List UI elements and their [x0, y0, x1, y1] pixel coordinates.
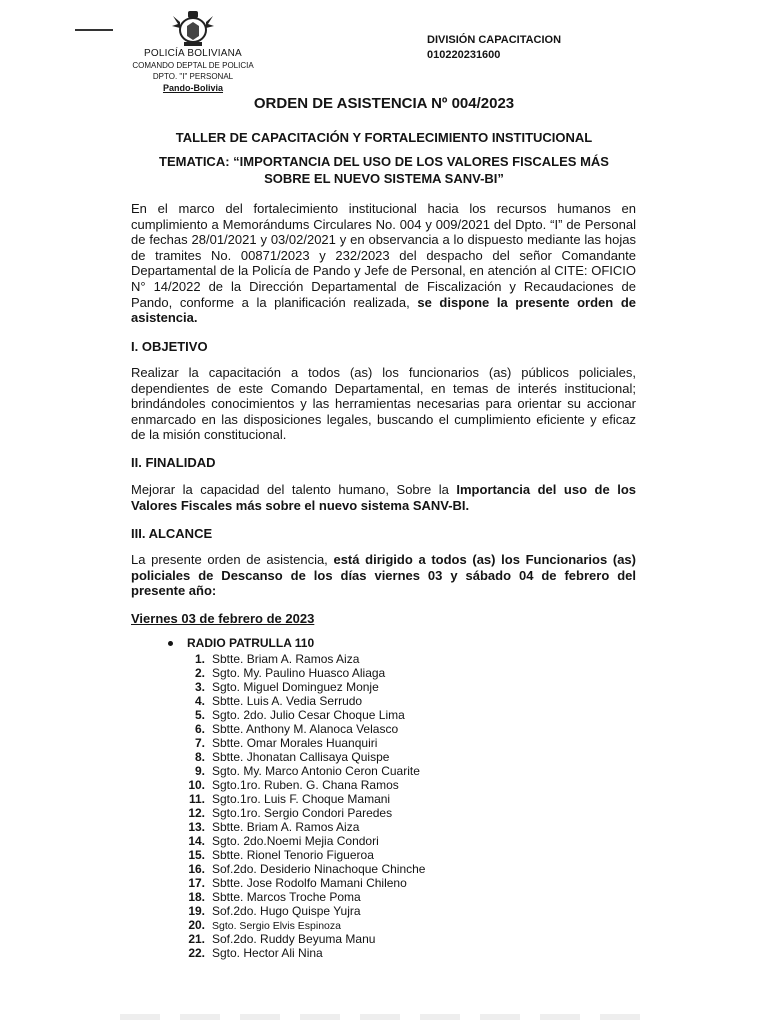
list-item [178, 820, 425, 834]
list-item-name: Sgto. Sergio Elvis Espinoza [212, 920, 341, 932]
list-item-name: Sbtte. Omar Morales Huanquiri [212, 736, 378, 750]
list-item [178, 792, 425, 806]
list-item-name: Sbtte. Briam A. Ramos Aiza [212, 820, 360, 834]
list-item [178, 946, 425, 960]
list-item-name: Sgto. Miguel Dominguez Monje [212, 680, 379, 694]
list-item-name: Sgto.1ro. Ruben. G. Chana Ramos [212, 778, 399, 792]
list-item-number: 3. [194, 680, 205, 694]
intro-paragraph [131, 201, 636, 326]
list-item [178, 834, 425, 848]
date-heading: Viernes 03 de febrero de 2023 [131, 611, 315, 626]
list-item-name: Sgto. 2do.Noemi Mejia Condori [212, 834, 379, 848]
list-item [178, 708, 425, 722]
division-block [427, 33, 561, 63]
list-item-name: Sbtte. Rionel Tenorio Figueroa [212, 848, 374, 862]
group-label: RADIO PATRULLA 110 [187, 636, 315, 650]
list-item [178, 890, 425, 904]
list-item-name: Sbtte. Luis A. Vedia Serrudo [212, 694, 363, 708]
list-item-number: 10. [188, 778, 205, 792]
list-item-number: 7. [194, 736, 205, 750]
tematica [130, 153, 638, 187]
list-item-number: 13. [188, 820, 205, 834]
list-item-number: 6. [194, 722, 205, 736]
list-item [178, 750, 425, 764]
department-name: DPTO. "I" PERSONAL [152, 72, 234, 81]
list-item-name: Sbtte. Jhonatan Callisaya Quispe [212, 750, 390, 764]
list-item-name: Sof.2do. Hugo Quispe Yujra [212, 904, 361, 918]
list-item-number: 1. [194, 652, 205, 666]
intro-text: En el marco del fortalecimiento institucional hacia los recursos humanos en cumplimiento a Memorándums Circulares No. 004 y 009/2021 del Dpto. “I” de Personal de fechas 28/01/2021 y 03/02/2021 y en observancia a lo dispuesto mediante las hojas de tramites No. 00871/2023 y 232/2023 del despacho del señor Comandante Departamental de la Policía de Pando y Jefe de Personal, en atención al CITE: OFICIO N° 14/2022 de la Dirección Departamental de Fiscalización y Recaudaciones de Pando, conforme a la planificación realizada, [131, 201, 636, 310]
list-item [178, 736, 425, 750]
list-item [178, 722, 425, 736]
finalidad-text: Mejorar la capacidad del talento humano, Sobre la [131, 482, 449, 497]
section-finalidad-heading: II. FINALIDAD [131, 455, 216, 470]
list-item-name: Sgto. 2do. Julio Cesar Choque Lima [212, 708, 405, 722]
list-item-number: 16. [188, 862, 205, 876]
bottom-bleed-through [120, 1014, 640, 1020]
division-name: DIVISIÓN CAPACITACION [427, 34, 562, 46]
list-item-name: Sgto.1ro. Sergio Condori Paredes [212, 806, 393, 820]
list-item-number: 19. [188, 904, 205, 918]
list-item [178, 932, 425, 946]
list-item [178, 778, 425, 792]
tematica-line-1: TEMATICA: “IMPORTANCIA DEL USO DE LOS VALORES FISCALES MÁS [159, 154, 609, 169]
list-item-name: Sbtte. Marcos Troche Poma [212, 890, 361, 904]
alcance-bold-text: está dirigido a todos (as) los Funcionarios (as) policiales de Descanso de los días viernes 03 y sábado 04 de febrero del presente año: [131, 552, 636, 599]
list-item-number: 22. [188, 946, 205, 960]
list-item [178, 806, 425, 820]
list-item [178, 694, 425, 708]
bullet-icon [168, 641, 173, 646]
list-item-number: 15. [188, 848, 205, 862]
document-title: ORDEN DE ASISTENCIA Nº 004/2023 [253, 95, 515, 112]
tematica-line-2: SOBRE EL NUEVO SISTEMA SANV-BI” [264, 171, 504, 186]
list-item-number: 11. [188, 792, 205, 806]
list-item-name: Sof.2do. Ruddy Beyuma Manu [212, 932, 376, 946]
list-item-name: Sbtte. Briam A. Ramos Aiza [212, 652, 360, 666]
list-item-number: 20. [188, 918, 205, 932]
list-item-number: 4. [194, 694, 205, 708]
intro-bold-text: se dispone la presente orden de asistencia. [131, 294, 637, 326]
section-objetivo-heading: I. OBJETIVO [131, 339, 208, 354]
personnel-list [178, 652, 425, 960]
institution-block [128, 48, 258, 95]
list-item [178, 764, 425, 778]
list-item-number: 2. [194, 666, 205, 680]
group-heading [168, 636, 314, 650]
alcance-text: La presente orden de asistencia, [131, 552, 328, 567]
division-code: 010220231600 [427, 49, 501, 61]
list-item-name: Sgto. Hector Ali Nina [212, 946, 323, 960]
list-item-number: 18. [188, 890, 205, 904]
list-item-name: Sbtte. Anthony M. Alanoca Velasco [212, 722, 399, 736]
list-item-name: Sgto. My. Paulino Huasco Aliaga [212, 666, 386, 680]
list-item-name: Sgto.1ro. Luis F. Choque Mamani [212, 792, 391, 806]
list-item [178, 666, 425, 680]
list-item-number: 14. [188, 834, 205, 848]
list-item [178, 680, 425, 694]
list-item-name: Sof.2do. Desiderio Ninachoque Chinche [212, 862, 426, 876]
list-item-number: 5. [194, 708, 205, 722]
list-item-number: 21. [188, 932, 205, 946]
list-item-number: 8. [194, 750, 205, 764]
list-item-number: 12. [188, 806, 205, 820]
list-item-number: 17. [188, 876, 205, 890]
list-item [178, 876, 425, 890]
institution-name: POLICÍA BOLIVIANA [144, 48, 242, 59]
list-item-name: Sgto. My. Marco Antonio Ceron Cuarite [212, 764, 420, 778]
command-name: COMANDO DEPTAL DE POLICIA [132, 61, 254, 70]
list-item [178, 848, 425, 862]
list-item [178, 652, 425, 666]
finalidad-bold-text: Importancia del uso de los Valores Fiscales más sobre el nuevo sistema SANV-BI. [131, 482, 636, 513]
location-name: Pando-Bolivia [162, 83, 223, 93]
list-item [178, 904, 425, 918]
section-objetivo-text: Realizar la capacitación a todos (as) los funcionarios (as) públicos policiales, dependientes de este Comando Departamental, en temas de interés institucional; brindándoles conocimientos y las herramientas necesarias para orientar su accionar enmarcado en las disposiciones legales, buscando el cumplimiento eficiente y eficaz de la misión constitucional. [131, 365, 636, 443]
section-alcance-paragraph [131, 552, 636, 599]
list-item-number: 9. [194, 764, 205, 778]
list-item [178, 918, 425, 932]
section-alcance-heading: III. ALCANCE [131, 526, 213, 541]
document-subtitle: TALLER DE CAPACITACIÓN Y FORTALECIMIENTO INSTITUCIONAL [175, 130, 593, 145]
list-item-name: Sbtte. Jose Rodolfo Mamani Chileno [212, 876, 407, 890]
section-finalidad-paragraph [131, 482, 636, 513]
top-left-mark [75, 29, 113, 31]
police-seal-icon [170, 8, 216, 48]
list-item [178, 862, 425, 876]
